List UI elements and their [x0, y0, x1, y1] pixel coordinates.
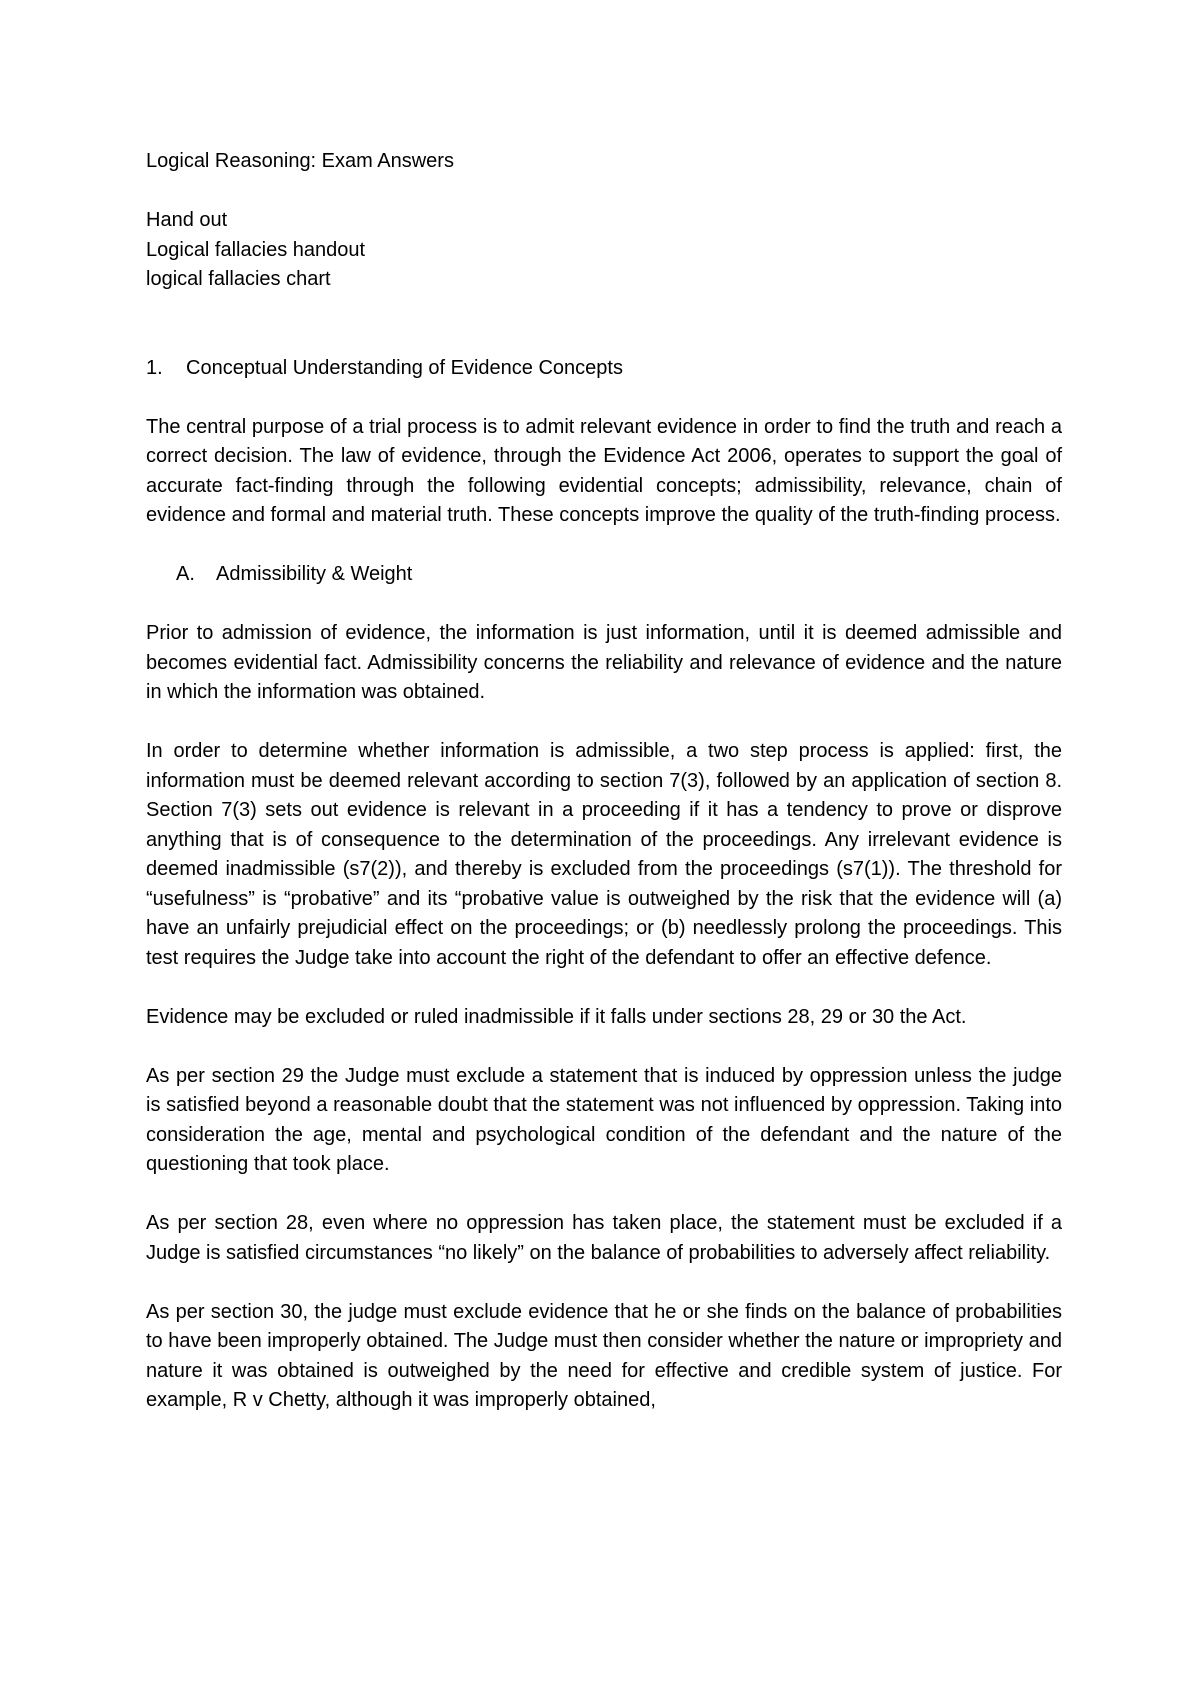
- subsection-a-title: Admissibility & Weight: [216, 563, 413, 585]
- section-30-paragraph: As per section 30, the judge must exclude evidence that he or she finds on the balance of probabilities to have been improperly obtained. The Judge must then consider whether the nature or impropriety and nature it was obtained is outweighed by the need for effective and credible system of justice. For example, R v Chetty, although it was improperly obtained,: [146, 1300, 1062, 1411]
- section-1-intro-paragraph: The central purpose of a trial process is to admit relevant evidence in order to find the truth and reach a correct decision. The law of evidence, through the Evidence Act 2006, operates to support the goal of accurate fact-finding through the following evidential concepts; admissibility, relevance, chain of evidence and formal and material truth. These concepts improve the quality of the truth-finding process.: [146, 415, 1062, 526]
- exclusion-sections-paragraph: Evidence may be excluded or ruled inadmissible if it falls under sections 28, 29 or 30 the Act.: [146, 1005, 967, 1028]
- handout-link[interactable]: Hand out: [146, 209, 228, 231]
- subsection-a-letter: A.: [176, 563, 195, 585]
- subsection-a-heading: [146, 560, 1062, 590]
- document-body: [146, 147, 1062, 1416]
- section-28-paragraph: As per section 28, even where no oppression has taken place, the statement must be excluded if a Judge is satisfied circumstances “no likely” on the balance of probabilities to adversely affect reliability.: [146, 1212, 1062, 1264]
- section-29-paragraph: As per section 29 the Judge must exclude a statement that is induced by oppression unless the judge is satisfied beyond a reasonable doubt that the statement was not influenced by oppression. Taking into consideration the age, mental and psychological condition of the defendant and the nature of the questioning that took place.: [146, 1064, 1062, 1175]
- two-step-process-paragraph: In order to determine whether information is admissible, a two step process is applied: first, the information must be deemed relevant according to section 7(3), followed by an application of section 8. Section 7(3) sets out evidence is relevant in a proceeding if it has a tendency to prove or disprove anything that is of consequence to the determination of the proceedings. Any irrelevant evidence is deemed inadmissible (s7(2)), and thereby is excluded from the proceedings (s7(1)). The threshold for “usefulness” is “probative” and its “probative value is outweighed by the risk that the evidence will (a) have an unfairly prejudicial effect on the proceedings; or (b) needlessly prolong the proceedings. This test requires the Judge take into account the right of the defendant to offer an effective defence.: [146, 740, 1062, 969]
- logical-fallacies-handout-link[interactable]: Logical fallacies handout: [146, 238, 366, 261]
- handout-links: [146, 206, 1062, 295]
- logical-fallacies-chart-link[interactable]: logical fallacies chart: [146, 268, 331, 290]
- section-1-heading: [146, 354, 1062, 384]
- admissibility-paragraph: Prior to admission of evidence, the information is just information, until it is deemed admissible and becomes evidential fact. Admissibility concerns the reliability and relevance of evidence and the nature in which the information was obtained.: [146, 622, 1062, 703]
- section-1-title: Conceptual Understanding of Evidence Concepts: [186, 356, 623, 379]
- section-1-number: 1.: [146, 356, 163, 379]
- document-title: Logical Reasoning: Exam Answers: [146, 150, 454, 172]
